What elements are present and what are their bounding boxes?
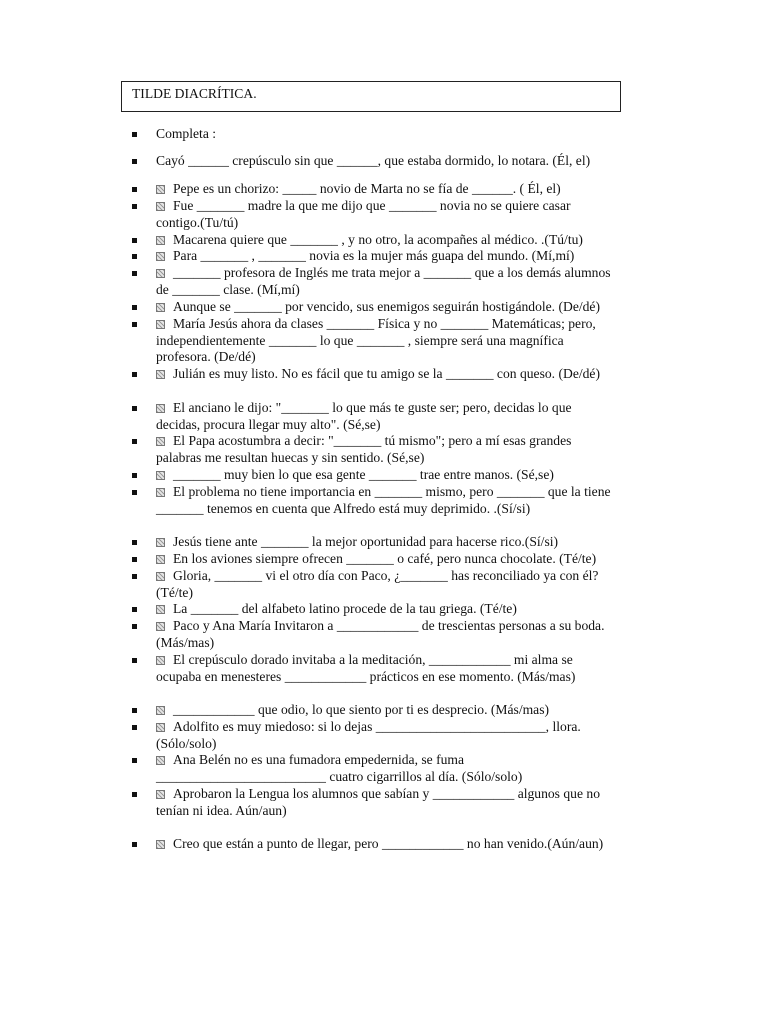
item-line	[156, 752, 666, 769]
bullet-icon	[132, 842, 137, 847]
item-line-text: Jesús tiene ante _______ la mejor oportunidad para hacerse rico.(Sí/si)	[173, 534, 559, 549]
checkbox-icon	[156, 790, 165, 799]
item-line	[156, 349, 666, 366]
item-line-text: _______ tenemos en cuenta que Alfredo está muy deprimido. .(Sí/si)	[156, 500, 531, 516]
item-line	[156, 215, 666, 232]
item-text	[156, 248, 666, 265]
bullet-icon	[132, 187, 137, 192]
item-text	[156, 752, 666, 785]
bullet-icon	[132, 406, 137, 411]
checkbox-icon	[156, 605, 165, 614]
item-line	[156, 551, 666, 568]
item-text	[156, 265, 666, 298]
item-text	[156, 299, 666, 316]
checkbox-icon	[156, 404, 165, 413]
item-line	[156, 248, 666, 265]
checkbox-icon	[156, 656, 165, 665]
item-line-text: (Más/mas)	[156, 634, 215, 650]
item-line	[156, 836, 666, 853]
bullet-icon	[132, 305, 137, 310]
item-text	[156, 618, 666, 651]
item-line-text: La _______ del alfabeto latino procede de la tau griega. (Té/te)	[173, 601, 517, 616]
item-line-text: decidas, procura llegar muy alto". (Sé,se)	[156, 416, 381, 432]
checkbox-icon	[156, 723, 165, 732]
item-line-text: profesora. (De/dé)	[156, 349, 256, 365]
item-line-text: _______ muy bien lo que esa gente _______ trae entre manos. (Sé,se)	[173, 467, 554, 482]
bullet-icon	[132, 540, 137, 545]
item-line-text: (Té/te)	[156, 584, 193, 600]
item-line-text: Creo que están a punto de llegar, pero ____________ no han venido.(Aún/aun)	[173, 836, 604, 851]
checkbox-icon	[156, 622, 165, 631]
item-line-text: Ana Belén no es una fumadora empedernida, se fuma	[173, 752, 465, 767]
checkbox-icon	[156, 572, 165, 581]
item-line	[156, 433, 666, 450]
checkbox-icon	[156, 370, 165, 379]
document-title: TILDE DIACRÍTICA.	[132, 86, 257, 101]
checkbox-icon	[156, 756, 165, 765]
item-line-text: Paco y Ana María Invitaron a ____________ de trescientas personas a su boda.	[173, 618, 605, 633]
item-line	[156, 484, 666, 501]
item-line	[156, 534, 666, 551]
item-line	[156, 501, 666, 518]
item-line-text: ocupaba en menesteres ____________ prácticos en ese momento. (Más/mas)	[156, 668, 576, 684]
item-line	[156, 316, 666, 333]
item-line-text: (Sólo/solo)	[156, 735, 217, 751]
title-box	[121, 81, 621, 112]
item-text	[156, 652, 666, 685]
bullet-icon	[132, 658, 137, 663]
bullet-icon	[132, 574, 137, 579]
item-line	[156, 786, 666, 803]
item-line-text: El anciano le dijo: "_______ lo que más te guste ser; pero, decidas lo que	[173, 400, 572, 415]
item-line	[156, 400, 666, 417]
item-text	[156, 786, 666, 819]
bullet-icon	[132, 254, 137, 259]
item-line	[156, 181, 666, 198]
item-text	[156, 433, 666, 466]
item-line	[156, 232, 666, 249]
item-line	[156, 198, 666, 215]
checkbox-icon	[156, 202, 165, 211]
bullet-icon	[132, 490, 137, 495]
bullet-icon	[132, 204, 137, 209]
item-line	[156, 299, 666, 316]
item-line-text: Aprobaron la Lengua los alumnos que sabían y ____________ algunos que no	[173, 786, 600, 801]
item-line	[156, 126, 666, 143]
item-line-text: Completa :	[156, 126, 217, 141]
checkbox-icon	[156, 303, 165, 312]
item-text	[156, 551, 666, 568]
bullet-icon	[132, 708, 137, 713]
item-line-text: Julián es muy listo. No es fácil que tu amigo se la _______ con queso. (De/dé)	[173, 366, 600, 381]
item-line-text: El Papa acostumbra a decir: "_______ tú mismo"; pero a mí esas grandes	[173, 433, 572, 448]
item-line	[156, 736, 666, 753]
bullet-icon	[132, 322, 137, 327]
item-line-text: Cayó ______ crepúsculo sin que ______, que estaba dormido, lo notara. (Él, el)	[156, 153, 591, 168]
item-text	[156, 232, 666, 249]
item-line	[156, 585, 666, 602]
item-line	[156, 333, 666, 350]
item-line	[156, 669, 666, 686]
item-line-text: Macarena quiere que _______ , y no otro, la acompañes al médico. .(Tú/tu)	[173, 232, 583, 247]
item-text	[156, 601, 666, 618]
item-line-text: María Jesús ahora da clases _______ Física y no _______ Matemáticas; pero,	[173, 316, 596, 331]
item-line	[156, 652, 666, 669]
item-line	[156, 265, 666, 282]
item-line-text: de _______ clase. (Mí,mí)	[156, 281, 300, 297]
item-line	[156, 635, 666, 652]
bullet-icon	[132, 132, 137, 137]
item-line	[156, 153, 666, 170]
bullet-icon	[132, 624, 137, 629]
item-line-text: contigo.(Tu/tú)	[156, 214, 239, 230]
bullet-icon	[132, 557, 137, 562]
item-line	[156, 282, 666, 299]
item-line	[156, 417, 666, 434]
checkbox-icon	[156, 538, 165, 547]
bullet-icon	[132, 792, 137, 797]
bullet-icon	[132, 473, 137, 478]
item-line	[156, 803, 666, 820]
item-line-text: Adolfito es muy miedoso: si lo dejas _________________________, llora.	[173, 719, 581, 734]
item-line	[156, 568, 666, 585]
bullet-icon	[132, 758, 137, 763]
bullet-icon	[132, 607, 137, 612]
item-line-text: palabras me resultan huecas y sin sentido. (Sé,se)	[156, 449, 425, 465]
bullet-icon	[132, 271, 137, 276]
item-line	[156, 467, 666, 484]
item-line-text: Pepe es un chorizo: _____ novio de Marta no se fía de ______. ( Él, el)	[173, 181, 561, 196]
checkbox-icon	[156, 252, 165, 261]
bullet-icon	[132, 159, 137, 164]
item-line-text: Fue _______ madre la que me dijo que _______ novia no se quiere casar	[173, 198, 571, 213]
checkbox-icon	[156, 555, 165, 564]
item-text	[156, 467, 666, 484]
checkbox-icon	[156, 706, 165, 715]
item-text	[156, 534, 666, 551]
item-line-text: El crepúsculo dorado invitaba a la meditación, ____________ mi alma se	[173, 652, 573, 667]
item-text	[156, 316, 666, 366]
item-line	[156, 702, 666, 719]
bullet-icon	[132, 372, 137, 377]
item-line	[156, 719, 666, 736]
bullet-icon	[132, 439, 137, 444]
checkbox-icon	[156, 471, 165, 480]
checkbox-icon	[156, 840, 165, 849]
item-text	[156, 400, 666, 433]
item-text	[156, 702, 666, 719]
checkbox-icon	[156, 185, 165, 194]
item-line-text: El problema no tiene importancia en _______ mismo, pero _______ que la tiene	[173, 484, 611, 499]
item-text	[156, 153, 666, 170]
checkbox-icon	[156, 488, 165, 497]
item-line-text: independientemente _______ lo que _______ , siempre será una magnífica	[156, 332, 564, 348]
item-line	[156, 366, 666, 383]
item-line	[156, 618, 666, 635]
item-line-text: Para _______ , _______ novia es la mujer más guapa del mundo. (Mí,mí)	[173, 248, 575, 263]
item-text	[156, 181, 666, 198]
bullet-icon	[132, 238, 137, 243]
checkbox-icon	[156, 320, 165, 329]
item-text	[156, 126, 666, 143]
item-line-text: Aunque se _______ por vencido, sus enemigos seguirán hostigándole. (De/dé)	[173, 299, 600, 314]
item-text	[156, 484, 666, 517]
item-text	[156, 719, 666, 752]
checkbox-icon	[156, 269, 165, 278]
item-line-text: _________________________ cuatro cigarrillos al día. (Sólo/solo)	[156, 768, 523, 784]
item-line-text: tenían ni idea. Aún/aun)	[156, 802, 287, 818]
item-line-text: Gloria, _______ vi el otro día con Paco, ¿_______ has reconciliado ya con él?	[173, 568, 599, 583]
item-text	[156, 198, 666, 231]
item-text	[156, 568, 666, 601]
item-line-text: _______ profesora de Inglés me trata mejor a _______ que a los demás alumnos	[173, 265, 611, 280]
item-line	[156, 450, 666, 467]
item-line-text: ____________ que odio, lo que siento por ti es desprecio. (Más/mas)	[173, 702, 550, 717]
item-text	[156, 836, 666, 853]
item-text	[156, 366, 666, 383]
item-line	[156, 769, 666, 786]
checkbox-icon	[156, 437, 165, 446]
bullet-icon	[132, 725, 137, 730]
item-line	[156, 601, 666, 618]
checkbox-icon	[156, 236, 165, 245]
item-line-text: En los aviones siempre ofrecen _______ o café, pero nunca chocolate. (Té/te)	[173, 551, 597, 566]
